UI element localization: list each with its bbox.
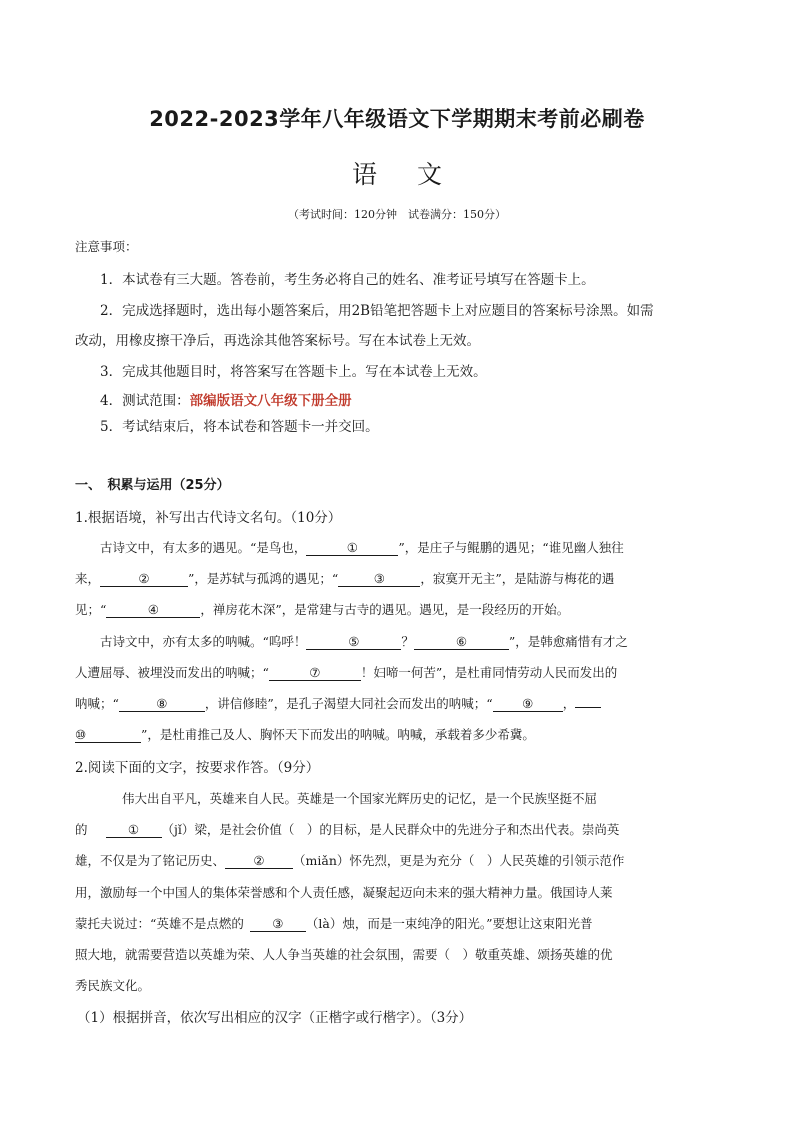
answer-blank-9[interactable]: ⑨ [493, 696, 563, 712]
q2-text: 雄，不仅是为了铭记历史、 [75, 853, 226, 868]
q2-line-6: 照大地，就需要营造以英雄为荣、人人争当英雄的社会氛围，需要（ ）敬重英雄、颂扬英雄的优 [75, 947, 613, 962]
q1-line-7 [75, 725, 535, 743]
q1-text: 来， [75, 571, 101, 586]
notes-heading: 注意事项： [75, 239, 138, 254]
answer-blank-8[interactable]: ⑧ [119, 696, 205, 712]
exam-title: 2022-2023学年八年级语文下学期期末考前必刷卷 [149, 107, 645, 131]
note-3: 3．完成其他题目时，将答案写在答题卡上。写在本试卷上无效。 [100, 364, 487, 380]
subject-title: 语 文 [352, 160, 458, 189]
question-2-title: 2.阅读下面的文字，按要求作答。（9分） [75, 760, 320, 776]
q2-subquestion-1: （1）根据拼音，依次写出相应的汉字（正楷字或行楷字）。（3分） [77, 1010, 473, 1026]
q1-text: 呐喊；“ [75, 696, 119, 711]
q1-line-4 [100, 632, 628, 650]
q1-text: ”，是杜甫推己及人、胸怀天下而发出的呐喊。呐喊，承载着多少希冀。 [141, 727, 535, 742]
q2-line-3 [75, 851, 624, 869]
q1-line-5 [75, 663, 617, 681]
q2-text: 蒙托夫说过：“英雄不是点燃的 [75, 916, 244, 931]
q1-text: ，禅房花木深”，是常建与古寺的遇见。遇见，是一段经历的开始。 [200, 602, 570, 617]
note-5: 5．考试结束后，将本试卷和答题卡一并交回。 [100, 419, 379, 435]
question-1-title: 1.根据语境，补写出古代诗文名句。（10分） [75, 510, 342, 526]
q1-text: ”，是苏轼与孤鸿的遇见；“ [188, 571, 339, 586]
q2-text: （miǎn）怀先烈，更是为充分（ ）人民英雄的引领示范作 [293, 853, 625, 868]
q1-text: 古诗文中，亦有太多的呐喊。“呜呼！ [100, 634, 307, 649]
answer-blank-5[interactable]: ⑤ [306, 634, 401, 650]
q1-line-2 [75, 569, 614, 587]
answer-blank-6[interactable]: ⑥ [414, 634, 509, 650]
note-2-cont: 改动，用橡皮擦干净后，再选涂其他答案标号。写在本试卷上无效。 [75, 333, 480, 349]
pinyin-blank-2[interactable]: ② [225, 853, 293, 869]
q1-line-3 [75, 600, 569, 618]
note-4-prefix: 4．测试范围： [100, 393, 190, 409]
q2-text: （là）烛，而是一束纯净的阳光。”要想让这束阳光普 [305, 916, 593, 931]
answer-blank-10[interactable]: ⑩ [75, 727, 141, 743]
q2-text: （jǐ）梁，是社会价值（ ）的目标，是人民群众中的先进分子和杰出代表。崇尚英 [161, 822, 620, 837]
note-4 [100, 389, 352, 409]
answer-blank-4[interactable]: ④ [106, 602, 200, 618]
test-range: 部编版语文八年级下册全册 [189, 393, 352, 409]
q1-line-6 [75, 694, 601, 712]
answer-blank-7[interactable]: ⑦ [269, 665, 361, 681]
q2-line-1: 伟大出自平凡，英雄来自人民。英雄是一个国家光辉历史的记忆，是一个民族坚挺不屈 [122, 791, 598, 806]
answer-blank-2[interactable]: ② [100, 571, 188, 587]
q1-text: ，寂寞开无主”，是陆游与梅花的遇 [420, 571, 615, 586]
q1-text: ”，是韩愈痛惜有才之 [508, 634, 628, 649]
note-1: 1．本试卷有三大题。答卷前，考生务必将自己的姓名、准考证号填写在答题卡上。 [100, 272, 595, 288]
section-heading: 一、 积累与运用（25分） [75, 478, 230, 493]
q1-text: ， [562, 696, 576, 711]
q1-text: ”，是庄子与鲲鹏的遇见；“谁见幽人独往 [398, 540, 624, 555]
q1-text: ，讲信修睦”，是孔子渴望大同社会而发出的呐喊；“ [204, 696, 493, 711]
answer-blank-3[interactable]: ③ [338, 571, 420, 587]
q2-line-5 [75, 914, 593, 932]
q1-text: 人遭屈辱、被埋没而发出的呐喊；“ [75, 665, 269, 680]
q1-text: 见；“ [75, 602, 107, 617]
pinyin-blank-3[interactable]: ③ [250, 916, 306, 932]
q2-line-7: 秀民族文化。 [75, 978, 151, 993]
answer-blank-1[interactable]: ① [306, 540, 398, 556]
q1-text: ？ [401, 634, 414, 649]
q2-text: 的 [75, 822, 88, 837]
q1-text: 古诗文中，有太多的遇见。“是鸟也， [100, 540, 307, 555]
q1-text: ！妇啼一何苦”，是杜甫同情劳动人民而发出的 [360, 665, 618, 680]
answer-blank-10-start[interactable] [575, 707, 601, 708]
note-2: 2．完成选择题时，选出每小题答案后，用2B铅笔把答题卡上对应题目的答案标号涂黑。如需 [100, 303, 654, 319]
q2-line-2 [75, 820, 619, 838]
q1-line-1 [100, 538, 624, 556]
exam-info: （考试时间：120分钟 试卷满分：150分） [288, 208, 506, 221]
q2-line-4: 用，激励每一个中国人的集体荣誉感和个人责任感，凝聚起迈向未来的强大精神力量。俄国诗人莱 [75, 885, 613, 900]
pinyin-blank-1[interactable]: ① [106, 822, 162, 838]
